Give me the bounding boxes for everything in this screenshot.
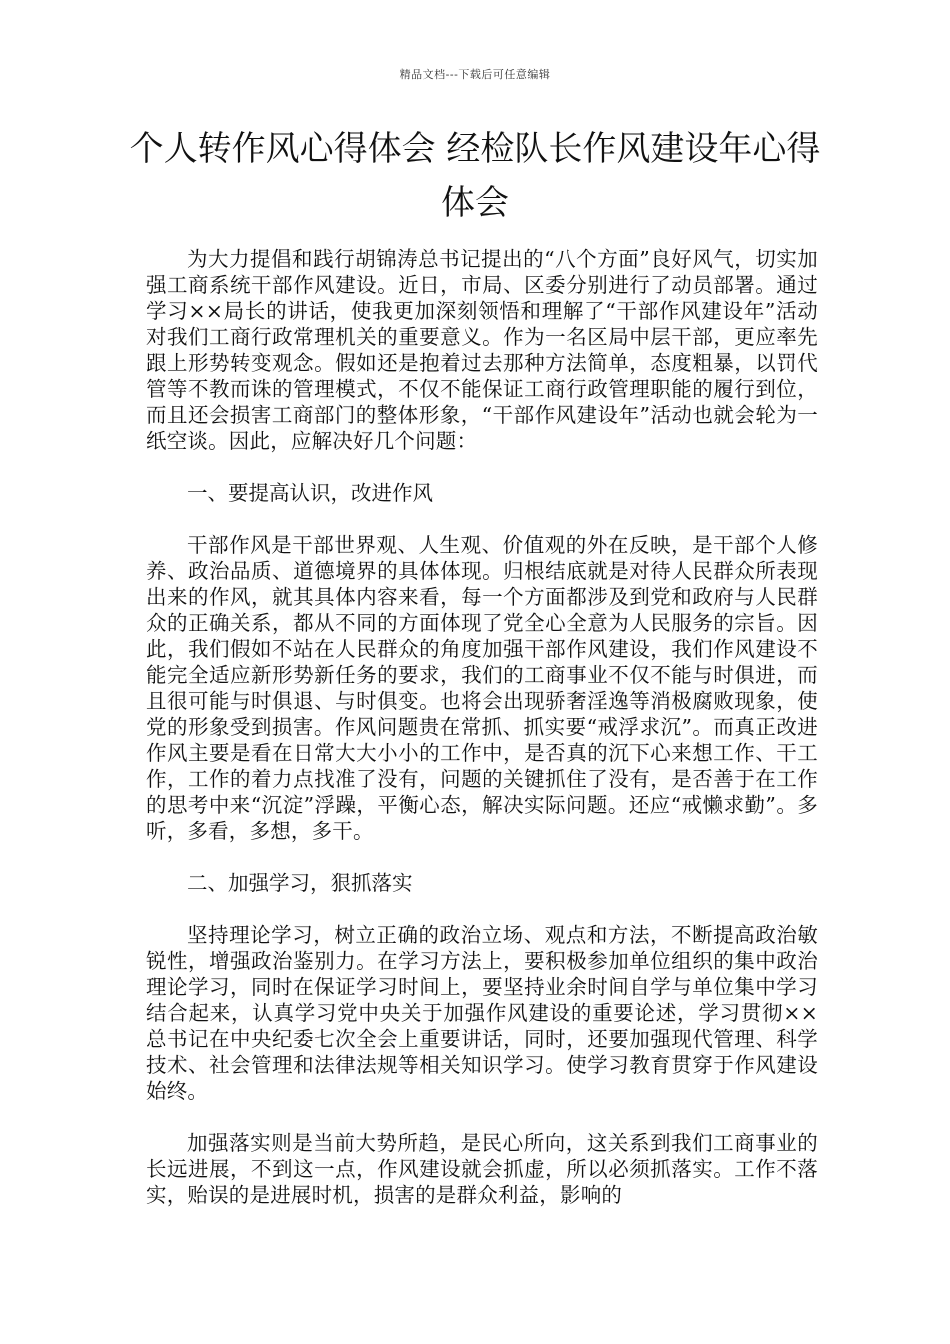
paragraph-gap — [146, 454, 818, 480]
paragraph-section-1: 干部作风是干部世界观、人生观、价值观的外在反映，是干部个人修养、政治品质、道德境界的具体体现。归根结底就是对待人民群众所表现出来的作风，就其具体内容来看，每一个方面都涉及到党和政府与人民群众的正确关系，都从不同的方面体现了党全心全意为人民服务的宗旨。因此，我们假如不站在人民群众的角度加强干部作风建设，我们作风建设不能完全适应新形势新任务的要求，我们的工商事业不仅不能与时俱进，而且很可能与时俱退、与时俱变。也将会出现骄奢淫逸等消极腐败现象，使党的形象受到损害。作风问题贵在常抓、抓实要“戒浮求沉”。而真正改进作风主要是看在日常大大小小的工作中，是否真的沉下心来想工作、干工作，工作的着力点找准了没有，问题的关键抓住了没有，是否善于在工作的思考中来“沉淀”浮躁，平衡心态，解决实际问题。还应“戒懒求勤”。多听，多看，多想，多干。 — [146, 533, 818, 843]
paragraph-gap — [146, 1104, 818, 1130]
section-heading-2: 二、加强学习，狠抓落实 — [187, 871, 413, 895]
paragraph-gap — [146, 506, 818, 532]
paragraph-intro: 为大力提倡和践行胡锦涛总书记提出的“八个方面”良好风气，切实加强工商系统干部作风建设。近日，市局、区委分别进行了动员部署。通过学习××局长的讲话，使我更加深刻领悟和理解了“干部作风建设年”活动对我们工商行政常理机关的重要意义。作为一名区局中层干部，更应率先跟上形势转变观念。假如还是抱着过去那种方法简单，态度粗暴，以罚代管等不教而诛的管理模式，不仅不能保证工商行政管理职能的履行到位，而且还会损害工商部门的整体形象，“干部作风建设年”活动也就会轮为一纸空谈。因此，应解决好几个问题： — [146, 247, 818, 453]
page-header-note: 精品文档---下载后可任意编辑 — [399, 68, 551, 81]
paragraph-section-2b: 加强落实则是当前大势所趋，是民心所向，这关系到我们工商事业的长远进展，不到这一点，作风建设就会抓虚，所以必须抓落实。工作不落实，贻误的是进展时机，损害的是群众利益，影响的 — [146, 1131, 818, 1207]
section-heading-1: 一、要提高认识，改进作风 — [187, 481, 433, 505]
document-title: 个人转作风心得体会 经检队长作风建设年心得体会 — [129, 129, 821, 223]
paragraph-gap — [146, 844, 818, 870]
document-body — [146, 246, 818, 1208]
paragraph-gap — [146, 896, 818, 922]
paragraph-section-2a: 坚持理论学习，树立正确的政治立场、观点和方法，不断提高政治敏锐性，增强政治鉴别力。在学习方法上，要积极参加单位组织的集中政治理论学习，同时在保证学习时间上，要坚持业余时间自学与单位集中学习结合起来，认真学习党中央关于加强作风建设的重要论述，学习贯彻××总书记在中央纪委七次全会上重要讲话，同时，还要加强现代管理、科学技术、社会管理和法律法规等相关知识学习。使学习教育贯穿于作风建设始终。 — [146, 923, 818, 1103]
